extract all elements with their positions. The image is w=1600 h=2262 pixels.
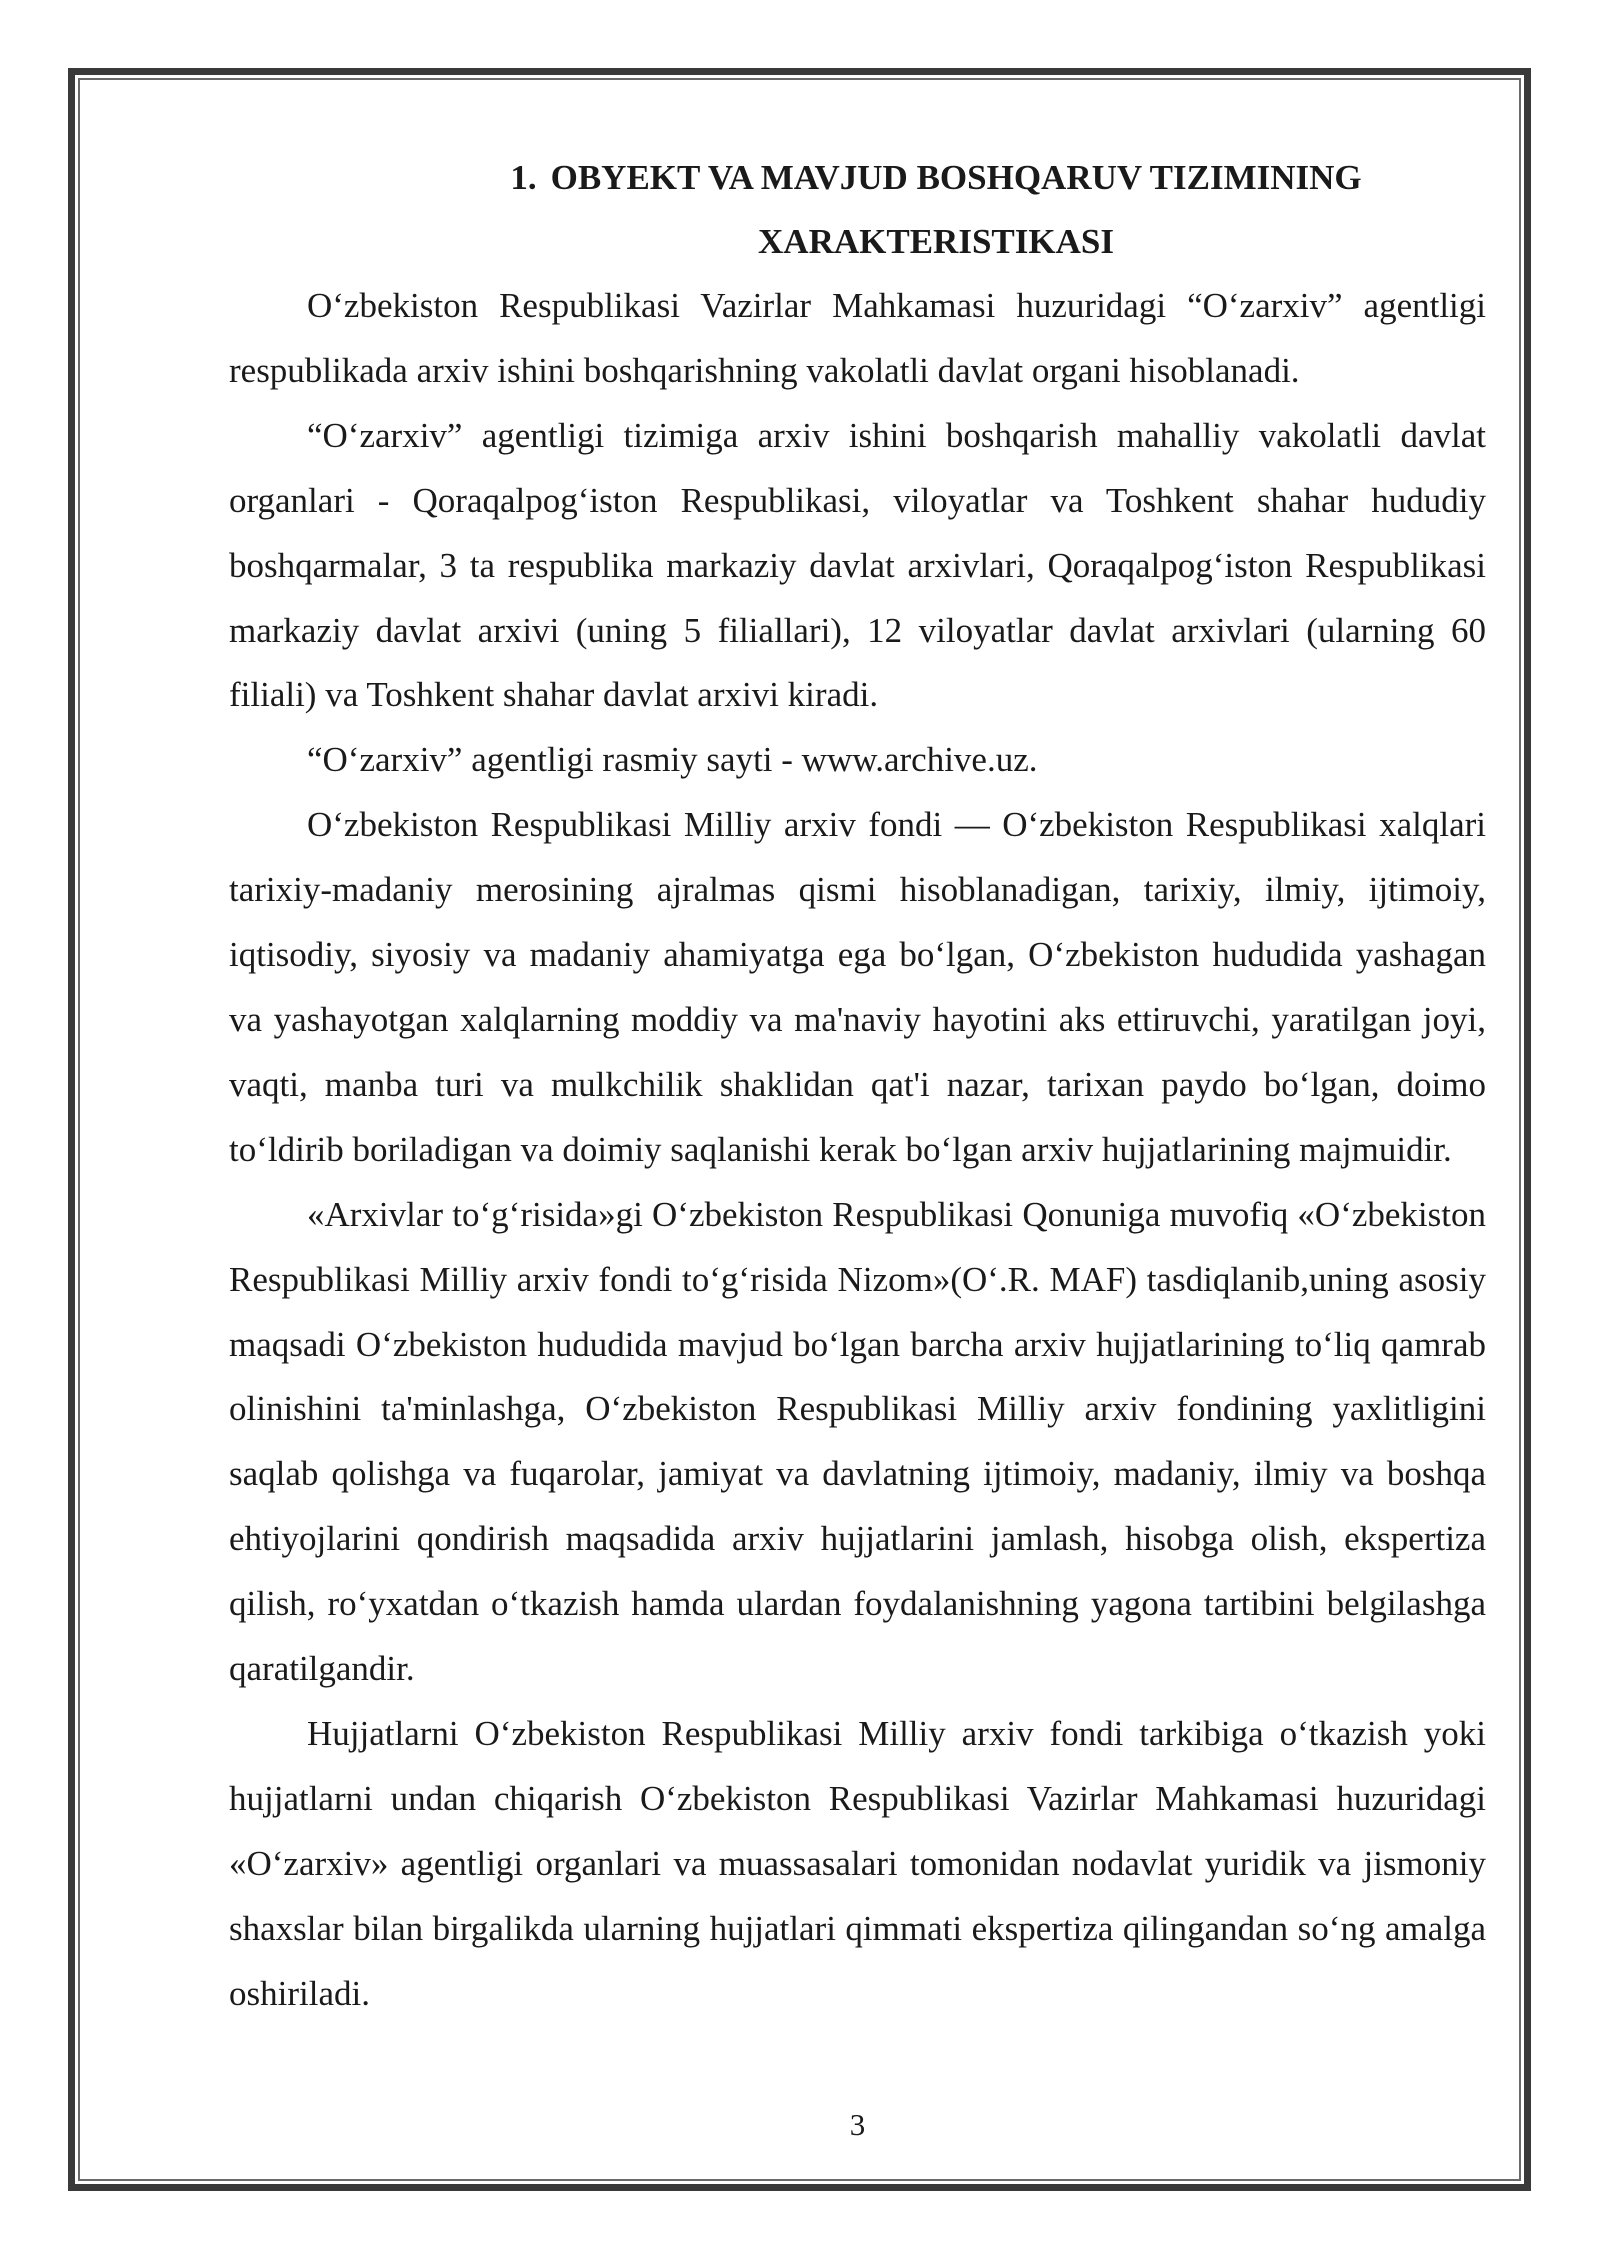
paragraph-national-fund-definition: O‘zbekiston Respublikasi Milliy arxiv fondi — O‘zbekiston Respublikasi xalqlari tarixiy-madaniy merosining ajralmas qismi hisoblanadigan, tarixiy, ilmiy, ijtimoiy, iqtisodiy, siyosiy va madaniy ahamiyatga ega bo‘lgan, O‘zbekiston hududida yashagan va yashayotgan xalqlarning moddiy va ma'naviy hayotini aks ettiruvchi, yaratilgan joyi, vaqti, manba turi va mulkchilik shaklidan qat'i nazar, tarixan paydo bo‘lgan, doimo to‘ldirib boriladigan va doimiy saqlanishi kerak bo‘lgan arxiv hujjatlarining majmuidir.	[229, 805, 1486, 1169]
paragraph-website: “O‘zarxiv” agentligi rasmiy sayti - www.archive.uz.	[307, 740, 1038, 780]
section-title: OBYEKT VA MAVJUD BOSHQARUV TIZIMINING XARAKTERISTIKASI	[550, 158, 1362, 261]
page-number: 3	[849, 2107, 866, 2142]
paragraph-agency-intro: O‘zbekiston Respublikasi Vazirlar Mahkamasi huzuridagi “O‘zarxiv” agentligi respublikada arxiv ishini boshqarishning vakolatli davlat organi hisoblanadi.	[229, 286, 1486, 390]
section-number: 1.	[510, 158, 537, 197]
paragraph-regulation: «Arxivlar to‘g‘risida»gi O‘zbekiston Respublikasi Qonuniga muvofiq «O‘zbekiston Respublikasi Milliy arxiv fondi to‘g‘risida Nizom»(O‘.R. MAF) tasdiqlanib,uning asosiy maqsadi O‘zbekiston hududida mavjud bo‘lgan barcha arxiv hujjatlarining to‘liq qamrab olinishini ta'minlashga, O‘zbekiston Respublikasi Milliy arxiv fondining yaxlitligini saqlab qolishga va fuqarolar, jamiyat va davlatning ijtimoiy, madaniy, ilmiy va boshqa ehtiyojlarini qondirish maqsadida arxiv hujjatlarini jamlash, hisobga olish, ekspertiza qilish, ro‘yxatdan o‘tkazish hamda ulardan foydalanishning yagona tartibini belgilashga qaratilgandir.	[229, 1194, 1486, 1689]
paragraph-document-transfer: Hujjatlarni O‘zbekiston Respublikasi Milliy arxiv fondi tarkibiga o‘tkazish yoki hujjatlarni undan chiqarish O‘zbekiston Respublikasi Vazirlar Mahkamasi huzuridagi «O‘zarxiv» agentligi organlari va muassasalari tomonidan nodavlat yuridik va jismoniy shaxslar bilan birgalikda ularning hujjatlari qimmati ekspertiza qilingandan so‘ng amalga oshiriladi.	[229, 1713, 1486, 2013]
section-heading	[229, 146, 1486, 274]
paragraph-agency-structure: “O‘zarxiv” agentligi tizimiga arxiv ishini boshqarish mahalliy vakolatli davlat organlari - Qoraqalpog‘iston Respublikasi, viloyatlar va Toshkent shahar hududiy boshqarmalar, 3 ta respublika markaziy davlat arxivlari, Qoraqalpog‘iston Respublikasi markaziy davlat arxivi (uning 5 filiallari), 12 viloyatlar davlat arxivlari (ularning 60 filiali) va Toshkent shahar davlat arxivi kiradi.	[229, 415, 1486, 715]
document-body	[229, 146, 1486, 2026]
